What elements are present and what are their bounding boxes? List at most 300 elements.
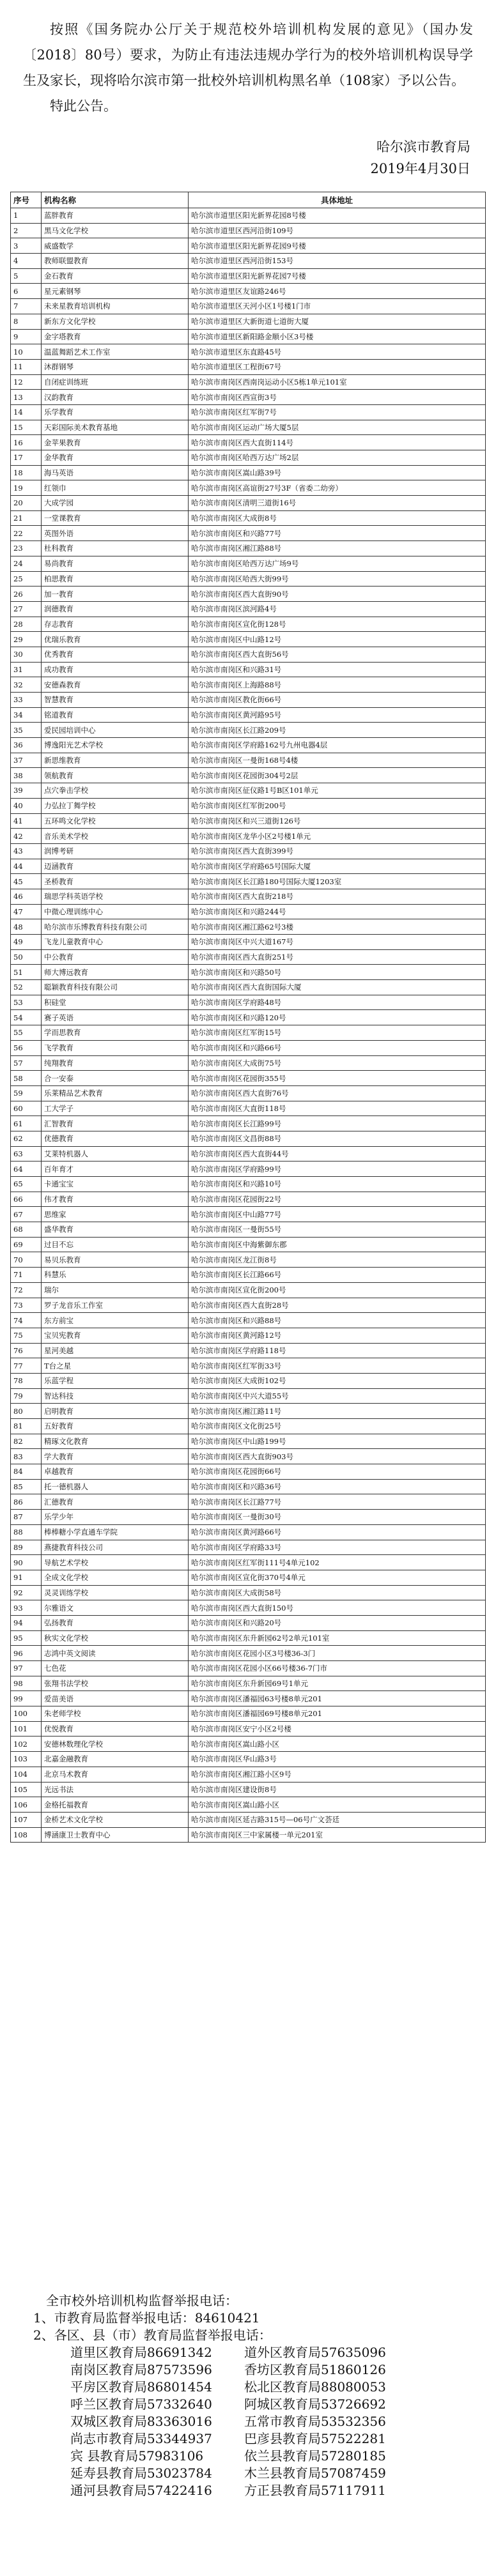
row-index: 43 xyxy=(11,843,42,859)
contact-row xyxy=(33,2430,470,2448)
row-index: 36 xyxy=(11,738,42,753)
row-org-name: 飞龙儿童教育中心 xyxy=(42,935,189,950)
row-org-name: 七色花 xyxy=(42,1661,189,1676)
row-index: 39 xyxy=(11,783,42,799)
row-index: 90 xyxy=(11,1555,42,1570)
row-address: 哈尔滨市南岗区红军街33号 xyxy=(189,1358,486,1374)
table-row xyxy=(11,1071,486,1086)
table-row xyxy=(11,1313,486,1328)
row-address: 哈尔滨市南岗区湘江路88号 xyxy=(189,541,486,556)
table-row xyxy=(11,904,486,919)
row-org-name: 中微心理训练中心 xyxy=(42,904,189,919)
table-row xyxy=(11,420,486,435)
row-index: 85 xyxy=(11,1479,42,1494)
row-address: 哈尔滨市南岗区安宁小区2号楼 xyxy=(189,1721,486,1736)
report-section xyxy=(0,2292,496,2499)
row-org-name: 金格托福教育 xyxy=(42,1797,189,1813)
table-row xyxy=(11,1404,486,1419)
row-index: 21 xyxy=(11,510,42,526)
row-address: 哈尔滨市道里区新阳路金顺小区3号楼 xyxy=(189,329,486,344)
row-org-name: 聪颖教育科技有限公司 xyxy=(42,980,189,995)
row-index: 16 xyxy=(11,435,42,450)
row-index: 37 xyxy=(11,753,42,768)
table-row xyxy=(11,1419,486,1434)
row-org-name: 红领巾 xyxy=(42,480,189,496)
table-row xyxy=(11,374,486,390)
table-row xyxy=(11,632,486,647)
row-org-name: 星河美越 xyxy=(42,1343,189,1358)
row-index: 95 xyxy=(11,1630,42,1646)
row-org-name: 科慧乐 xyxy=(42,1268,189,1283)
row-org-name: 赛子英语 xyxy=(42,1010,189,1025)
contact-row xyxy=(33,2396,470,2413)
row-org-name: 伟才教育 xyxy=(42,1192,189,1207)
table-row xyxy=(11,1600,486,1616)
row-address: 哈尔滨市南岗区红军街7号 xyxy=(189,404,486,420)
row-address: 哈尔滨市南岗区征仪路1号B区101单元 xyxy=(189,783,486,799)
table-row xyxy=(11,1570,486,1585)
row-index: 28 xyxy=(11,617,42,632)
row-org-name: 灵灵训练学校 xyxy=(42,1585,189,1600)
contact-phone: 双城区教育局83363016 xyxy=(70,2414,212,2429)
row-address: 哈尔滨市南岗区西大直街90号 xyxy=(189,586,486,602)
notice-intro-text: 按照《国务院办公厅关于规范校外培训机构发展的意见》（国办发〔2018〕80号）要求，为防止有违法违规办学行为的校外培训机构误导学生及家长，现将哈尔滨市第一批校外培训机构黑名单（108家）予以公告。 xyxy=(23,22,473,88)
table-row xyxy=(11,1343,486,1358)
report-line-city: 1、市教育局监督举报电话：84610421 xyxy=(33,2310,260,2326)
row-org-name: 东方前宝 xyxy=(42,1313,189,1328)
table-row xyxy=(11,1646,486,1661)
row-address: 哈尔滨市南岗区学府路48号 xyxy=(189,995,486,1010)
table-row xyxy=(11,435,486,450)
row-index: 14 xyxy=(11,404,42,420)
table-row xyxy=(11,223,486,238)
row-address: 哈尔滨市南岗区中山路199号 xyxy=(189,1434,486,1449)
row-address: 哈尔滨市南岗区湘江路小区9号 xyxy=(189,1767,486,1782)
row-index: 105 xyxy=(11,1782,42,1797)
row-org-name: 金石教育 xyxy=(42,268,189,284)
row-org-name: 安德林数理化学校 xyxy=(42,1736,189,1752)
row-address: 哈尔滨市南岗区延吉路315号—06号广文荟廷 xyxy=(189,1812,486,1827)
row-address: 哈尔滨市南岗区和兴路77号 xyxy=(189,526,486,541)
row-address: 哈尔滨市南岗区和兴路36号 xyxy=(189,1479,486,1494)
row-index: 19 xyxy=(11,480,42,496)
row-org-name: 汉韵教育 xyxy=(42,390,189,405)
row-index: 29 xyxy=(11,632,42,647)
row-index: 79 xyxy=(11,1388,42,1404)
row-org-name: 五好教育 xyxy=(42,1419,189,1434)
row-org-name: 北京马术教育 xyxy=(42,1767,189,1782)
table-row xyxy=(11,586,486,602)
row-address: 哈尔滨市南岗区西大直街251号 xyxy=(189,949,486,965)
row-org-name: 智达科技 xyxy=(42,1388,189,1404)
row-address: 哈尔滨市南岗区西大直街399号 xyxy=(189,843,486,859)
contact-row xyxy=(33,2465,470,2482)
row-index: 87 xyxy=(11,1510,42,1525)
row-address: 哈尔滨市南岗区大成街8号 xyxy=(189,510,486,526)
row-org-name: 中公教育 xyxy=(42,949,189,965)
row-org-name: 智慧教育 xyxy=(42,693,189,708)
row-address: 哈尔滨市南岗区西大直街56号 xyxy=(189,647,486,662)
row-index: 93 xyxy=(11,1600,42,1616)
row-index: 81 xyxy=(11,1419,42,1434)
row-org-name: 润德教育 xyxy=(42,601,189,617)
row-org-name: 导航艺术学校 xyxy=(42,1555,189,1570)
row-address: 哈尔滨市南岗区黄河路66号 xyxy=(189,1524,486,1540)
row-address: 哈尔滨市南岗区宣化街200号 xyxy=(189,1282,486,1298)
row-index: 12 xyxy=(11,374,42,390)
row-address: 哈尔滨市南岗区大成街75号 xyxy=(189,1055,486,1071)
row-address: 哈尔滨市南岗区哈西万达广场9号 xyxy=(189,556,486,571)
table-row xyxy=(11,284,486,299)
row-index: 104 xyxy=(11,1767,42,1782)
row-index: 9 xyxy=(11,329,42,344)
row-address: 哈尔滨市道里区阳光新界花园9号楼 xyxy=(189,238,486,254)
row-address: 哈尔滨市南岗区潘福园69号楼8单元201 xyxy=(189,1706,486,1722)
table-row xyxy=(11,1162,486,1177)
row-index: 100 xyxy=(11,1706,42,1722)
row-address: 哈尔滨市南岗区龙江街8号 xyxy=(189,1252,486,1268)
table-row xyxy=(11,1268,486,1283)
table-row xyxy=(11,949,486,965)
table-row xyxy=(11,768,486,783)
row-org-name: 艾莱特机器人 xyxy=(42,1146,189,1162)
table-row xyxy=(11,980,486,995)
table-row xyxy=(11,693,486,708)
table-row xyxy=(11,662,486,677)
table-row xyxy=(11,510,486,526)
table-row xyxy=(11,1721,486,1736)
header-address: 具体地址 xyxy=(189,192,486,208)
row-index: 62 xyxy=(11,1131,42,1146)
row-address: 哈尔滨市南岗区中兴大道55号 xyxy=(189,1388,486,1404)
row-org-name: 未来星教育培训机构 xyxy=(42,299,189,314)
row-org-name: 一堂课教育 xyxy=(42,510,189,526)
row-org-name: 乐莱精品艺术教育 xyxy=(42,1085,189,1101)
row-address: 哈尔滨市南岗区西大直街国际大厦 xyxy=(189,980,486,995)
row-org-name: 乐学教育 xyxy=(42,404,189,420)
row-address: 哈尔滨市道里区工程街67号 xyxy=(189,359,486,374)
row-address: 哈尔滨市南岗区东升新园69号1单元 xyxy=(189,1676,486,1691)
table-row xyxy=(11,874,486,889)
contact-phone: 松北区教育局88080053 xyxy=(244,2379,386,2395)
row-index: 47 xyxy=(11,904,42,919)
notice-date: 2019年4月30日 xyxy=(370,161,470,176)
table-row xyxy=(11,526,486,541)
table-row xyxy=(11,299,486,314)
row-org-name: 思维家 xyxy=(42,1207,189,1222)
contact-phone: 方正县教育局57117911 xyxy=(244,2483,386,2498)
table-row xyxy=(11,798,486,813)
table-header-row xyxy=(11,192,486,208)
row-org-name: 优秀教育 xyxy=(42,647,189,662)
row-address: 哈尔滨市南岗区长江路77号 xyxy=(189,1494,486,1510)
row-index: 2 xyxy=(11,223,42,238)
contact-phone: 阿城区教育局53726692 xyxy=(244,2396,386,2412)
contact-phone: 呼兰区教育局57332640 xyxy=(70,2396,212,2412)
row-index: 65 xyxy=(11,1177,42,1192)
row-index: 13 xyxy=(11,390,42,405)
row-org-name: 金华教育 xyxy=(42,450,189,466)
table-row xyxy=(11,329,486,344)
row-address: 哈尔滨市南岗区长江路209号 xyxy=(189,723,486,738)
row-index: 17 xyxy=(11,450,42,466)
row-index: 86 xyxy=(11,1494,42,1510)
row-index: 96 xyxy=(11,1646,42,1661)
row-address: 哈尔滨市南岗区中山路77号 xyxy=(189,1207,486,1222)
row-address: 哈尔滨市南岗区和兴路31号 xyxy=(189,662,486,677)
row-address: 哈尔滨市南岗区宣化街128号 xyxy=(189,617,486,632)
table-row xyxy=(11,1812,486,1827)
row-address: 哈尔滨市南岗区学府路33号 xyxy=(189,1540,486,1555)
row-org-name: 瑞思学科英语学校 xyxy=(42,889,189,904)
row-index: 48 xyxy=(11,919,42,935)
row-index: 33 xyxy=(11,693,42,708)
row-address: 哈尔滨市道里区大新街道七道街大厦 xyxy=(189,314,486,329)
row-index: 20 xyxy=(11,496,42,511)
row-address: 哈尔滨市南岗区花园街355号 xyxy=(189,1071,486,1086)
row-org-name: 尔雅语文 xyxy=(42,1600,189,1616)
row-org-name: 易尚教育 xyxy=(42,556,189,571)
row-address: 哈尔滨市南岗区花园小区3号楼36-3门 xyxy=(189,1646,486,1661)
row-index: 45 xyxy=(11,874,42,889)
table-row xyxy=(11,1237,486,1252)
row-index: 80 xyxy=(11,1404,42,1419)
header-name: 机构名称 xyxy=(42,192,189,208)
row-org-name: 纯翔教育 xyxy=(42,1055,189,1071)
row-address: 哈尔滨市南岗区学府路99号 xyxy=(189,1162,486,1177)
row-index: 52 xyxy=(11,980,42,995)
row-address: 哈尔滨市南岗区学府路118号 xyxy=(189,1343,486,1358)
row-org-name: 乐学少年 xyxy=(42,1510,189,1525)
report-line-districts: 2、各区、县（市）教育局监督举报电话： xyxy=(33,2327,272,2343)
row-address: 哈尔滨市南岗区学府路162号九州电器4层 xyxy=(189,738,486,753)
row-index: 84 xyxy=(11,1464,42,1480)
table-row xyxy=(11,541,486,556)
row-org-name: 加一教育 xyxy=(42,586,189,602)
row-org-name: 点穴拳击学校 xyxy=(42,783,189,799)
row-index: 69 xyxy=(11,1237,42,1252)
row-org-name: 师大博远教育 xyxy=(42,965,189,980)
table-row xyxy=(11,480,486,496)
row-index: 3 xyxy=(11,238,42,254)
row-address: 哈尔滨市南岗区西大直街903号 xyxy=(189,1449,486,1464)
row-address: 哈尔滨市南岗区运动广场大厦5层 xyxy=(189,420,486,435)
table-row xyxy=(11,1479,486,1494)
row-address: 哈尔滨市南岗区西南岗运动小区5栋1单元101室 xyxy=(189,374,486,390)
row-index: 24 xyxy=(11,556,42,571)
table-row xyxy=(11,1585,486,1600)
row-org-name: 棒棒糖小学直通车学院 xyxy=(42,1524,189,1540)
row-address: 哈尔滨市南岗区上海路88号 xyxy=(189,677,486,693)
row-org-name: 黑马文化学校 xyxy=(42,223,189,238)
row-address: 哈尔滨市南岗区和兴路50号 xyxy=(189,965,486,980)
row-index: 91 xyxy=(11,1570,42,1585)
row-index: 40 xyxy=(11,798,42,813)
row-index: 22 xyxy=(11,526,42,541)
row-org-name: 盛华教育 xyxy=(42,1222,189,1238)
table-row xyxy=(11,314,486,329)
row-index: 72 xyxy=(11,1282,42,1298)
row-org-name: 爱苗美语 xyxy=(42,1691,189,1706)
row-address: 哈尔滨市南岗区学府路65号国际大厦 xyxy=(189,859,486,874)
row-org-name: 沐群钢琴 xyxy=(42,359,189,374)
table-row xyxy=(11,1510,486,1525)
row-org-name: 润博考研 xyxy=(42,843,189,859)
row-address: 哈尔滨市南岗区花园小区66号楼36-7门市 xyxy=(189,1661,486,1676)
table-row xyxy=(11,1691,486,1706)
row-org-name: 迈涵教育 xyxy=(42,859,189,874)
row-org-name: 积硅堂 xyxy=(42,995,189,1010)
row-address: 哈尔滨市南岗区红军街111号4单元102 xyxy=(189,1555,486,1570)
row-org-name: 蓝胖教育 xyxy=(42,208,189,224)
row-org-name: 乐蓝学程 xyxy=(42,1373,189,1388)
row-org-name: 自闭症训练班 xyxy=(42,374,189,390)
row-index: 35 xyxy=(11,723,42,738)
row-address: 哈尔滨市南岗区红军街15号 xyxy=(189,1025,486,1041)
row-address: 哈尔滨市南岗区花园街304号2层 xyxy=(189,768,486,783)
row-address: 哈尔滨市南岗区一曼街55号 xyxy=(189,1222,486,1238)
row-index: 83 xyxy=(11,1449,42,1464)
row-address: 哈尔滨市南岗区和兴路10号 xyxy=(189,1177,486,1192)
row-address: 哈尔滨市南岗区文化街25号 xyxy=(189,1419,486,1434)
table-row xyxy=(11,1328,486,1343)
row-address: 哈尔滨市南岗区和兴三道街126号 xyxy=(189,813,486,829)
row-index: 68 xyxy=(11,1222,42,1238)
row-address: 哈尔滨市南岗区一曼街30号 xyxy=(189,1510,486,1525)
row-org-name: 全成文化学校 xyxy=(42,1570,189,1585)
table-row xyxy=(11,843,486,859)
row-address: 哈尔滨市南岗区滨河路4号 xyxy=(189,601,486,617)
table-row xyxy=(11,1040,486,1055)
row-index: 6 xyxy=(11,284,42,299)
table-row xyxy=(11,1827,486,1843)
table-row xyxy=(11,723,486,738)
row-org-name: 瑞尔 xyxy=(42,1282,189,1298)
table-row xyxy=(11,1282,486,1298)
row-org-name: 志鸿中英文阅读 xyxy=(42,1646,189,1661)
table-row xyxy=(11,1358,486,1374)
table-row xyxy=(11,1736,486,1752)
row-address: 哈尔滨市南岗区西大直街114号 xyxy=(189,435,486,450)
row-index: 98 xyxy=(11,1676,42,1691)
table-row xyxy=(11,1706,486,1722)
row-index: 41 xyxy=(11,813,42,829)
row-index: 46 xyxy=(11,889,42,904)
row-address: 哈尔滨市南岗区华山路3号 xyxy=(189,1752,486,1767)
row-index: 78 xyxy=(11,1373,42,1388)
row-org-name: 学而思教育 xyxy=(42,1025,189,1041)
table-row xyxy=(11,647,486,662)
contact-phone: 五常市教育局53532356 xyxy=(244,2414,386,2429)
row-index: 88 xyxy=(11,1524,42,1540)
row-index: 97 xyxy=(11,1661,42,1676)
row-org-name: 优悦教育 xyxy=(42,1721,189,1736)
row-address: 哈尔滨市南岗区建设街8号 xyxy=(189,1782,486,1797)
table-row xyxy=(11,1055,486,1071)
row-index: 49 xyxy=(11,935,42,950)
row-address: 哈尔滨市南岗区高谊街27号3F（省委二幼旁） xyxy=(189,480,486,496)
row-address: 哈尔滨市南岗区嵩山路小区 xyxy=(189,1797,486,1813)
row-org-name: 罗子龙音乐工作室 xyxy=(42,1298,189,1313)
row-address: 哈尔滨市南岗区嵩山路小区 xyxy=(189,1736,486,1752)
row-org-name: 英图外语 xyxy=(42,526,189,541)
table-row xyxy=(11,919,486,935)
table-row xyxy=(11,1555,486,1570)
table-row xyxy=(11,1630,486,1646)
table-row xyxy=(11,677,486,693)
table-row xyxy=(11,496,486,511)
row-org-name: 易贝乐教育 xyxy=(42,1252,189,1268)
table-body xyxy=(11,208,486,1843)
row-address: 哈尔滨市南岗区龙华小区2号楼1单元 xyxy=(189,829,486,844)
table-row xyxy=(11,1434,486,1449)
row-org-name: 卡通宝宝 xyxy=(42,1177,189,1192)
contact-phone: 巴彦县教育局57522281 xyxy=(244,2431,386,2446)
row-index: 38 xyxy=(11,768,42,783)
row-address: 哈尔滨市南岗区潘福园63号楼8单元201 xyxy=(189,1691,486,1706)
row-address: 哈尔滨市南岗区花园街66号 xyxy=(189,1464,486,1480)
table-row xyxy=(11,813,486,829)
row-address: 哈尔滨市南岗区和兴路20号 xyxy=(189,1615,486,1630)
row-index: 71 xyxy=(11,1268,42,1283)
contact-phone: 通河县教育局57422416 xyxy=(70,2483,212,2498)
table-row xyxy=(11,1449,486,1464)
table-row xyxy=(11,783,486,799)
table-row xyxy=(11,1767,486,1782)
table-row xyxy=(11,390,486,405)
table-row xyxy=(11,1085,486,1101)
row-address: 哈尔滨市道里区友谊路246号 xyxy=(189,284,486,299)
row-org-name: 教师联盟教育 xyxy=(42,254,189,269)
row-index: 34 xyxy=(11,707,42,723)
row-address: 哈尔滨市南岗区一曼街168号4楼 xyxy=(189,753,486,768)
notice-issuer: 哈尔滨市教育局 xyxy=(376,139,470,155)
row-index: 103 xyxy=(11,1752,42,1767)
table-row xyxy=(11,1116,486,1131)
row-org-name: 铭道教育 xyxy=(42,707,189,723)
table-row xyxy=(11,1025,486,1041)
row-org-name: 博逸阳光艺术学校 xyxy=(42,738,189,753)
row-index: 30 xyxy=(11,647,42,662)
row-address: 哈尔滨市南岗区西大直街150号 xyxy=(189,1600,486,1616)
row-index: 31 xyxy=(11,662,42,677)
row-index: 64 xyxy=(11,1162,42,1177)
row-org-name: 秋实文化学校 xyxy=(42,1630,189,1646)
table-row xyxy=(11,208,486,224)
table-row xyxy=(11,1676,486,1691)
row-org-name: 优瑞乐教育 xyxy=(42,632,189,647)
contact-phone: 南岗区教育局87573596 xyxy=(70,2362,212,2377)
row-index: 74 xyxy=(11,1313,42,1328)
row-index: 56 xyxy=(11,1040,42,1055)
table-row xyxy=(11,1661,486,1676)
row-address: 哈尔滨市南岗区和兴路244号 xyxy=(189,904,486,919)
table-row xyxy=(11,1494,486,1510)
contact-phone: 香坊区教育局51860126 xyxy=(244,2362,386,2377)
row-index: 73 xyxy=(11,1298,42,1313)
row-index: 63 xyxy=(11,1146,42,1162)
row-org-name: 音乐美术学校 xyxy=(42,829,189,844)
row-address: 哈尔滨市南岗区花园街22号 xyxy=(189,1192,486,1207)
contact-phone: 宾 县教育局57983106 xyxy=(70,2448,204,2464)
row-address: 哈尔滨市南岗区红军街200号 xyxy=(189,798,486,813)
row-address: 哈尔滨市南岗区清明三道街16号 xyxy=(189,496,486,511)
row-index: 10 xyxy=(11,344,42,360)
table-row xyxy=(11,1177,486,1192)
row-org-name: 朱老师学校 xyxy=(42,1706,189,1722)
row-address: 哈尔滨市南岗区中兴大道167号 xyxy=(189,935,486,950)
row-org-name: 威盛数学 xyxy=(42,238,189,254)
